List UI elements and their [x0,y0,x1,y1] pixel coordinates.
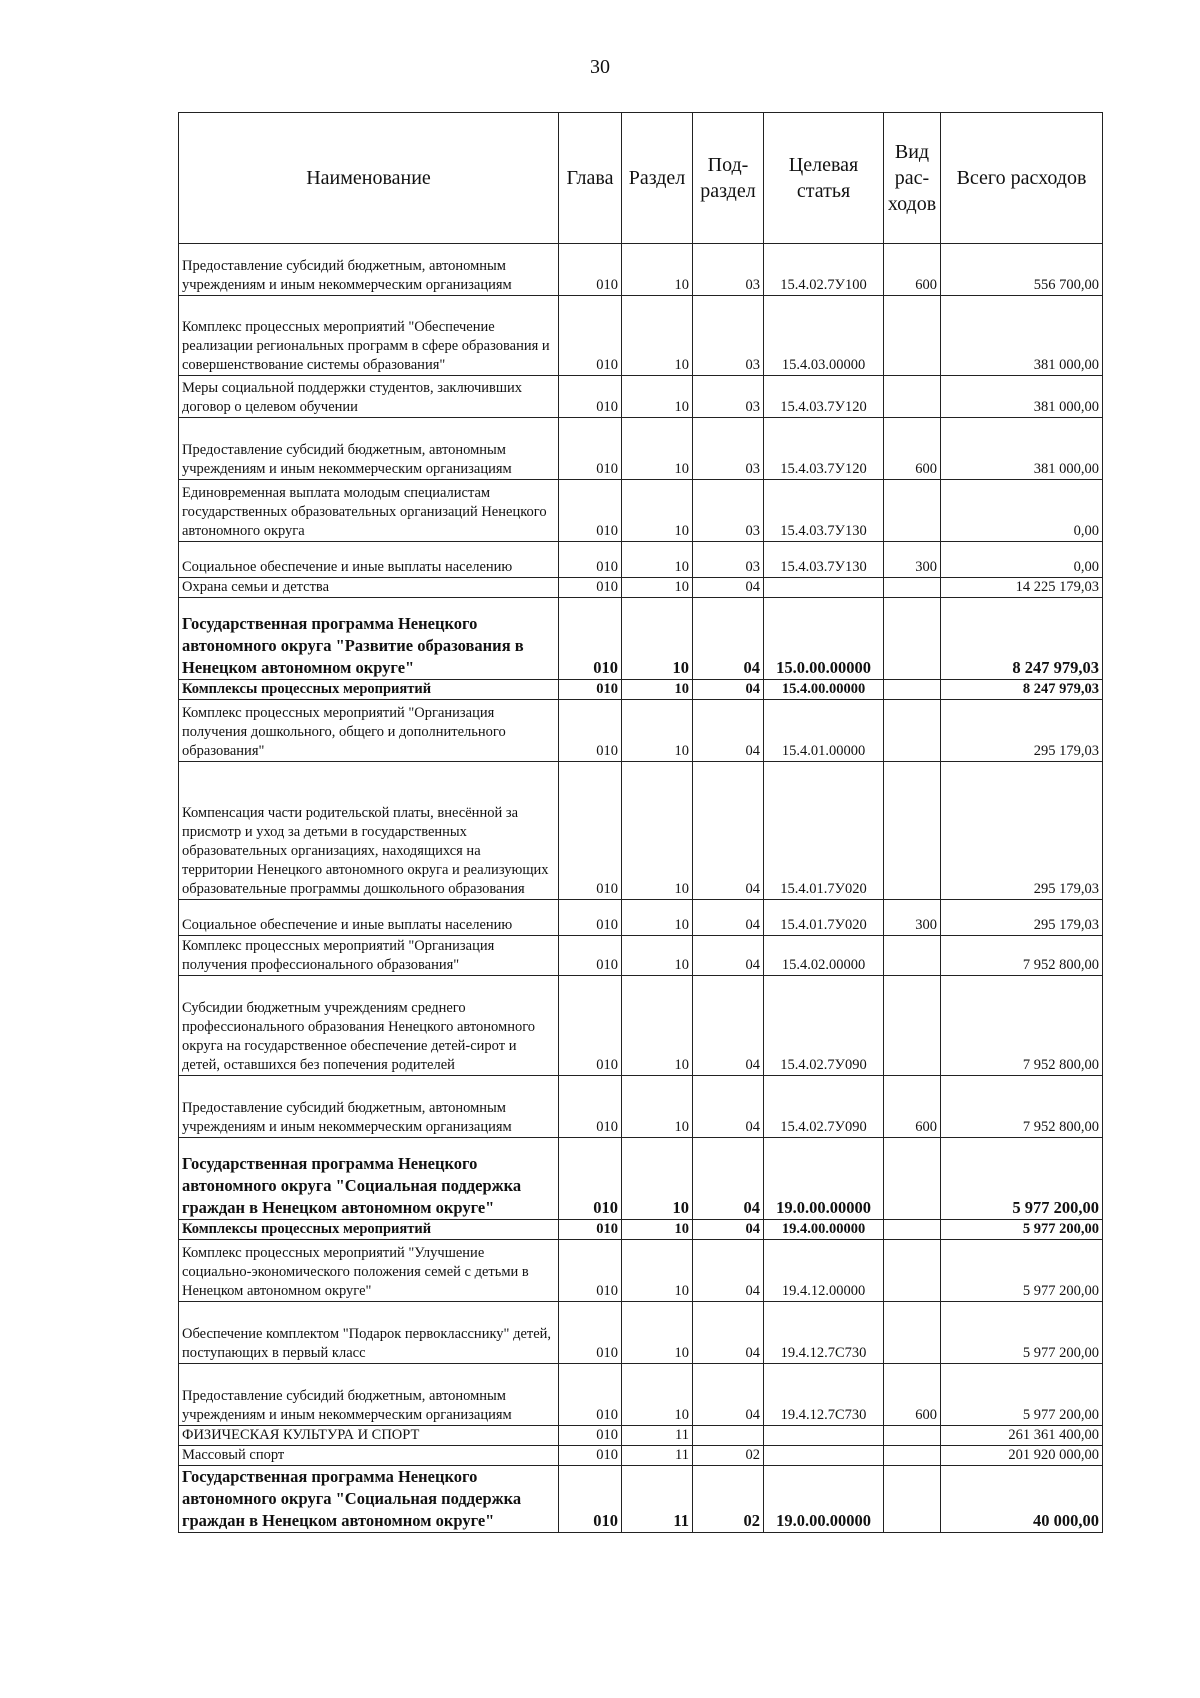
header-razdel: Раздел [622,113,693,244]
table-row [179,700,1103,762]
cell-vid [884,296,941,376]
cell-razdel: 10 [622,1302,693,1364]
cell-total: 295 179,03 [941,762,1103,900]
cell-glava: 010 [559,480,622,542]
cell-total: 261 361 400,00 [941,1426,1103,1446]
cell-total: 295 179,03 [941,700,1103,762]
cell-name: Комплекс процессных мероприятий "Организация получения профессионального образования" [179,936,559,976]
cell-name: Обеспечение комплектом "Подарок первокласснику" детей, поступающих в первый класс [179,1302,559,1364]
cell-razdel: 11 [622,1426,693,1446]
cell-razdel: 11 [622,1466,693,1533]
table-row [179,244,1103,296]
cell-vid [884,1240,941,1302]
cell-total: 8 247 979,03 [941,598,1103,680]
table-row [179,900,1103,936]
cell-glava: 010 [559,542,622,578]
cell-glava: 010 [559,700,622,762]
table-row [179,296,1103,376]
cell-glava: 010 [559,296,622,376]
cell-total: 381 000,00 [941,418,1103,480]
cell-glava: 010 [559,936,622,976]
cell-vid [884,376,941,418]
cell-total: 381 000,00 [941,296,1103,376]
cell-celevaya: 15.4.02.7У090 [764,1076,884,1138]
cell-razdel: 10 [622,296,693,376]
cell-razdel: 10 [622,1220,693,1240]
cell-vid [884,1138,941,1220]
table-row [179,598,1103,680]
cell-podrazdel: 04 [693,680,764,700]
cell-name: ФИЗИЧЕСКАЯ КУЛЬТУРА И СПОРТ [179,1426,559,1446]
cell-glava: 010 [559,1220,622,1240]
table-row [179,680,1103,700]
cell-vid [884,1220,941,1240]
cell-glava: 010 [559,1466,622,1533]
page-number: 30 [590,56,610,78]
cell-celevaya: 15.4.03.7У130 [764,480,884,542]
cell-total: 556 700,00 [941,244,1103,296]
cell-total: 381 000,00 [941,376,1103,418]
header-vid: Вид рас-ходов [884,113,941,244]
cell-razdel: 10 [622,976,693,1076]
cell-glava: 010 [559,1426,622,1446]
cell-podrazdel: 04 [693,1364,764,1426]
cell-podrazdel: 04 [693,578,764,598]
cell-name: Комплекс процессных мероприятий "Организация получения дошкольного, общего и дополнительного образования" [179,700,559,762]
cell-razdel: 10 [622,1364,693,1426]
cell-vid [884,700,941,762]
cell-razdel: 10 [622,1240,693,1302]
cell-celevaya: 15.4.02.00000 [764,936,884,976]
cell-vid [884,762,941,900]
cell-podrazdel: 03 [693,418,764,480]
cell-name: Комплексы процессных мероприятий [179,1220,559,1240]
cell-razdel: 10 [622,900,693,936]
cell-total: 5 977 200,00 [941,1138,1103,1220]
cell-celevaya: 15.4.02.7У090 [764,976,884,1076]
cell-total: 7 952 800,00 [941,1076,1103,1138]
table-row [179,418,1103,480]
budget-table [178,112,1103,1533]
cell-glava: 010 [559,1138,622,1220]
cell-celevaya: 19.0.00.00000 [764,1138,884,1220]
table-row [179,1240,1103,1302]
cell-razdel: 10 [622,936,693,976]
cell-name: Комплексы процессных мероприятий [179,680,559,700]
cell-celevaya: 15.4.03.7У120 [764,418,884,480]
cell-vid: 600 [884,1364,941,1426]
cell-celevaya: 19.0.00.00000 [764,1466,884,1533]
cell-razdel: 10 [622,578,693,598]
cell-celevaya: 15.4.03.7У130 [764,542,884,578]
cell-podrazdel: 04 [693,936,764,976]
cell-name: Единовременная выплата молодым специалистам государственных образовательных организаций Ненецкого автономного округа [179,480,559,542]
cell-celevaya [764,1426,884,1446]
table-row [179,976,1103,1076]
cell-name: Предоставление субсидий бюджетным, автономным учреждениям и иным некоммерческим организациям [179,244,559,296]
cell-glava: 010 [559,1364,622,1426]
cell-vid [884,1446,941,1466]
table-row [179,542,1103,578]
cell-vid [884,578,941,598]
cell-razdel: 10 [622,700,693,762]
table-row [179,1076,1103,1138]
cell-celevaya: 15.4.00.00000 [764,680,884,700]
cell-total: 40 000,00 [941,1466,1103,1533]
cell-razdel: 10 [622,680,693,700]
cell-name: Массовый спорт [179,1446,559,1466]
cell-podrazdel: 04 [693,1076,764,1138]
table-row [179,578,1103,598]
cell-podrazdel: 02 [693,1446,764,1466]
cell-glava: 010 [559,976,622,1076]
cell-glava: 010 [559,1302,622,1364]
cell-podrazdel: 03 [693,480,764,542]
table-row [179,1302,1103,1364]
cell-name: Государственная программа Ненецкого автономного округа "Социальная поддержка граждан в Ненецком автономном округе" [179,1466,559,1533]
cell-podrazdel: 04 [693,598,764,680]
header-name: Наименование [179,113,559,244]
cell-celevaya: 15.0.00.00000 [764,598,884,680]
cell-celevaya: 15.4.01.7У020 [764,762,884,900]
cell-podrazdel: 02 [693,1466,764,1533]
cell-glava: 010 [559,418,622,480]
cell-celevaya: 19.4.12.00000 [764,1240,884,1302]
cell-razdel: 10 [622,244,693,296]
cell-name: Предоставление субсидий бюджетным, автономным учреждениям и иным некоммерческим организациям [179,1364,559,1426]
cell-razdel: 10 [622,376,693,418]
cell-podrazdel: 04 [693,762,764,900]
cell-celevaya [764,578,884,598]
table-row [179,1220,1103,1240]
cell-total: 7 952 800,00 [941,976,1103,1076]
table-row [179,1426,1103,1446]
cell-name: Предоставление субсидий бюджетным, автономным учреждениям и иным некоммерческим организациям [179,418,559,480]
header-celevaya: Целевая статья [764,113,884,244]
cell-total: 0,00 [941,480,1103,542]
cell-total: 295 179,03 [941,900,1103,936]
cell-total: 5 977 200,00 [941,1364,1103,1426]
table-row [179,762,1103,900]
cell-vid: 600 [884,418,941,480]
cell-vid [884,598,941,680]
cell-name: Компенсация части родительской платы, внесённой за присмотр и уход за детьми в государственных образовательных организациях, находящихся на территории Ненецкого автономного округа и реализующих образовательные программы дошкольного образования [179,762,559,900]
cell-podrazdel: 04 [693,700,764,762]
cell-vid [884,680,941,700]
cell-glava: 010 [559,900,622,936]
cell-glava: 010 [559,1076,622,1138]
cell-vid [884,1302,941,1364]
cell-podrazdel: 03 [693,296,764,376]
cell-glava: 010 [559,680,622,700]
cell-glava: 010 [559,376,622,418]
cell-podrazdel: 04 [693,1220,764,1240]
cell-total: 201 920 000,00 [941,1446,1103,1466]
cell-razdel: 10 [622,418,693,480]
cell-total: 8 247 979,03 [941,680,1103,700]
cell-podrazdel: 04 [693,1138,764,1220]
cell-name: Предоставление субсидий бюджетным, автономным учреждениям и иным некоммерческим организациям [179,1076,559,1138]
cell-glava: 010 [559,1446,622,1466]
cell-podrazdel: 04 [693,1240,764,1302]
cell-vid [884,1426,941,1446]
cell-vid [884,1466,941,1533]
cell-podrazdel [693,1426,764,1446]
table-row [179,480,1103,542]
cell-name: Комплекс процессных мероприятий "Обеспечение реализации региональных программ в сфере образования и совершенствование системы образования" [179,296,559,376]
cell-vid: 300 [884,542,941,578]
cell-celevaya: 19.4.12.7С730 [764,1302,884,1364]
cell-name: Охрана семьи и детства [179,578,559,598]
cell-podrazdel: 03 [693,244,764,296]
cell-total: 7 952 800,00 [941,936,1103,976]
header-glava: Глава [559,113,622,244]
cell-vid: 600 [884,244,941,296]
cell-total: 5 977 200,00 [941,1220,1103,1240]
cell-celevaya: 19.4.12.7С730 [764,1364,884,1426]
header-podrazdel: Под-раздел [693,113,764,244]
cell-total: 0,00 [941,542,1103,578]
cell-razdel: 10 [622,598,693,680]
cell-celevaya: 15.4.01.7У020 [764,900,884,936]
cell-podrazdel: 03 [693,542,764,578]
cell-glava: 010 [559,598,622,680]
cell-name: Государственная программа Ненецкого автономного округа "Социальная поддержка граждан в Ненецком автономном округе" [179,1138,559,1220]
cell-razdel: 10 [622,542,693,578]
cell-glava: 010 [559,578,622,598]
cell-name: Государственная программа Ненецкого автономного округа "Развитие образования в Ненецком автономном округе" [179,598,559,680]
cell-podrazdel: 03 [693,376,764,418]
cell-podrazdel: 04 [693,900,764,936]
cell-razdel: 10 [622,480,693,542]
cell-vid: 600 [884,1076,941,1138]
cell-celevaya: 15.4.02.7У100 [764,244,884,296]
cell-celevaya: 15.4.01.00000 [764,700,884,762]
cell-celevaya: 15.4.03.00000 [764,296,884,376]
cell-razdel: 10 [622,762,693,900]
cell-glava: 010 [559,244,622,296]
cell-total: 14 225 179,03 [941,578,1103,598]
cell-vid [884,976,941,1076]
table-row [179,1138,1103,1220]
cell-glava: 010 [559,1240,622,1302]
cell-glava: 010 [559,762,622,900]
cell-name: Социальное обеспечение и иные выплаты населению [179,542,559,578]
cell-name: Меры социальной поддержки студентов, заключивших договор о целевом обучении [179,376,559,418]
cell-celevaya: 15.4.03.7У120 [764,376,884,418]
cell-podrazdel: 04 [693,1302,764,1364]
cell-name: Социальное обеспечение и иные выплаты населению [179,900,559,936]
cell-razdel: 10 [622,1138,693,1220]
cell-total: 5 977 200,00 [941,1302,1103,1364]
cell-podrazdel: 04 [693,976,764,1076]
cell-vid [884,480,941,542]
cell-name: Субсидии бюджетным учреждениям среднего профессионального образования Ненецкого автономного округа на государственное обеспечение детей-сирот и детей, оставшихся без попечения родителей [179,976,559,1076]
cell-razdel: 11 [622,1446,693,1466]
table-row [179,376,1103,418]
cell-vid: 300 [884,900,941,936]
table-row [179,1364,1103,1426]
header-row [179,113,1103,244]
table-row [179,1446,1103,1466]
cell-razdel: 10 [622,1076,693,1138]
cell-name: Комплекс процессных мероприятий "Улучшение социально-экономического положения семей с детьми в Ненецком автономном округе" [179,1240,559,1302]
cell-total: 5 977 200,00 [941,1240,1103,1302]
cell-vid [884,936,941,976]
table-row [179,936,1103,976]
cell-celevaya: 19.4.00.00000 [764,1220,884,1240]
table-row [179,1466,1103,1533]
cell-celevaya [764,1446,884,1466]
header-total: Всего расходов [941,113,1103,244]
